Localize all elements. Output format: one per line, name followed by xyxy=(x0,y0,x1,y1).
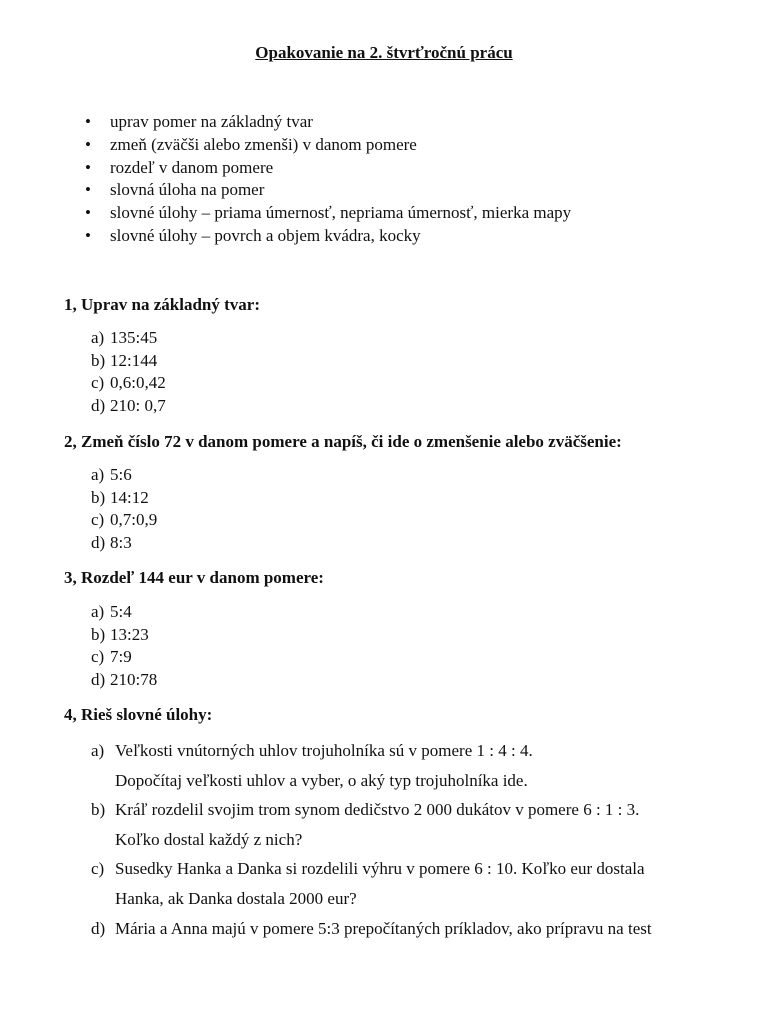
question-3-items xyxy=(91,601,157,691)
list-item: a) Veľkosti vnútorných uhlov trojuholníka sú v pomere 1 : 4 : 4. Dopočítaj veľkosti uhlov a vyber, o aký typ trojuholníka ide. xyxy=(91,741,533,790)
question-1-heading: 1, Uprav na základný tvar: xyxy=(64,295,260,314)
list-item: c) Susedky Hanka a Danka si rozdelili výhru v pomere 6 : 10. Koľko eur dostala Hanka, ak Danka dostala 2000 eur? xyxy=(91,859,645,908)
bullet-icon: • xyxy=(85,203,91,223)
list-item: d) Mária a Anna majú v pomere 5:3 prepočítaných príkladov, ako prípravu na test xyxy=(91,918,652,938)
bullet-icon: • xyxy=(85,112,91,131)
list-item: • slovná úloha na pomer xyxy=(85,179,571,202)
list-item: • slovné úlohy – priama úmernosť, nepriama úmernosť, mierka mapy xyxy=(85,202,571,225)
question-2-heading: 2, Zmeň číslo 72 v danom pomere a napíš, či ide o zmenšenie alebo zväčšenie: xyxy=(64,432,622,451)
list-item: b) 12:144 xyxy=(91,350,158,370)
list-item: • rozdeľ v danom pomere xyxy=(85,157,571,180)
question-4-heading: 4, Rieš slovné úlohy: xyxy=(64,705,213,724)
question-2-items xyxy=(91,464,157,554)
list-item: d) 8:3 xyxy=(91,532,132,552)
bullet-icon: • xyxy=(85,134,91,154)
list-item: • zmeň (zväčši alebo zmenši) v danom pomere xyxy=(85,134,571,157)
list-item: d) 210:78 xyxy=(91,669,158,689)
question-3-heading: 3, Rozdeľ 144 eur v danom pomere: xyxy=(64,568,324,587)
list-item: a) 5:4 xyxy=(91,602,132,621)
list-item: • slovné úlohy – povrch a objem kvádra, kocky xyxy=(85,225,571,248)
list-item: c) 0,7:0,9 xyxy=(91,510,158,530)
list-item: b) 13:23 xyxy=(91,624,149,644)
bullet-icon: • xyxy=(85,180,91,200)
list-item: d) 210: 0,7 xyxy=(91,395,166,415)
list-item: • uprav pomer na základný tvar xyxy=(85,111,571,134)
list-item: a) 5:6 xyxy=(91,465,132,484)
list-item: b) Kráľ rozdelil svojim trom synom dedičstvo 2 000 dukátov v pomere 6 : 1 : 3. Koľko dostal každý z nich? xyxy=(91,800,640,849)
list-item: b) 14:12 xyxy=(91,487,149,507)
bullet-icon: • xyxy=(85,157,91,177)
question-4-items xyxy=(91,736,652,943)
topics-list xyxy=(85,111,571,248)
question-1-items xyxy=(91,327,166,417)
document-title: Opakovanie na 2. štvrťročnú prácu xyxy=(255,43,513,62)
list-item: c) 7:9 xyxy=(91,647,132,667)
list-item: c) 0,6:0,42 xyxy=(91,373,166,393)
list-item: a) 135:45 xyxy=(91,328,158,347)
bullet-icon: • xyxy=(85,225,91,245)
